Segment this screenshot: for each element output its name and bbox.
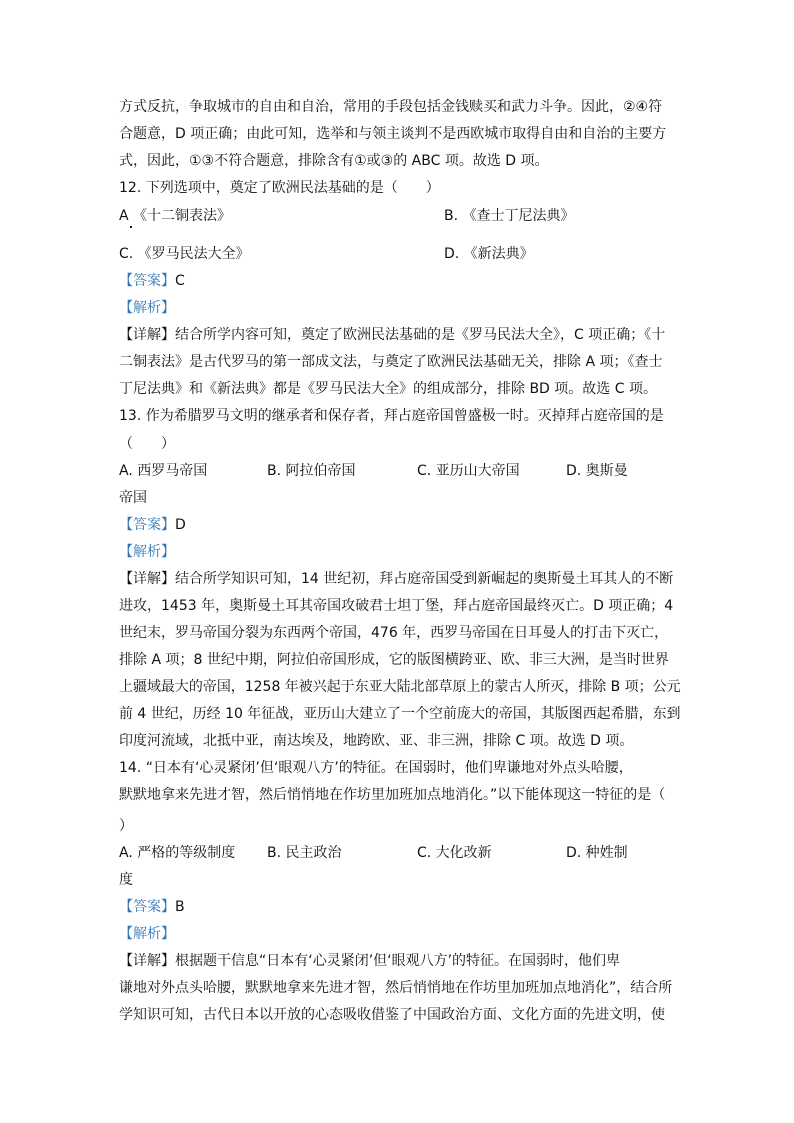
q12-answer: [119, 272, 185, 290]
q13-detail-line: 上疆域最大的帝国，1258 年被兴起于东亚大陆北部草原上的蒙古人所灭，排除 B 项；公元: [119, 679, 681, 695]
option-dot: [130, 226, 132, 228]
q13-option-d: D. 奥斯曼: [566, 463, 628, 479]
q13-detail-line: [119, 570, 673, 588]
q14-detail-line: 学知识可知，古代日本以开放的心态吸收借鉴了中国政治方面、文化方面的先进文明，使: [119, 1007, 665, 1023]
detail-label: 【详解】: [119, 571, 175, 587]
q14-option-d: D. 种姓制: [566, 845, 628, 861]
detail-text: 根据题干信息“日本有‘心灵紧闭’但‘眼观八方’的特征。在国弱时，他们卑: [175, 953, 621, 969]
q13-option-a: A. 西罗马帝国: [119, 463, 208, 479]
q12-option-b: B. 《查士丁尼法典》: [444, 208, 575, 224]
q13-option-c: C. 亚历山大帝国: [417, 463, 520, 479]
q12-detail-line: 二铜表法》是古代罗马的第一部成文法，与奠定了欧洲民法基础无关，排除 A 项；《查士: [119, 354, 663, 370]
q12-detail-line: 丁尼法典》和《新法典》都是《罗马民法大全》的组成部分，排除 BD 项。故选 C 项。: [119, 381, 657, 397]
q12-detail-line: [119, 326, 665, 344]
question-14-stem: ）: [119, 818, 133, 834]
intro-line: 合题意，D 项正确；由此可知，选举和与领主谈判不是西欧城市取得自由和自治的主要方: [119, 126, 667, 142]
answer-label: 【答案】: [119, 899, 175, 915]
answer-label: 【答案】: [119, 517, 175, 533]
q14-analysis-label: 【解析】: [119, 926, 175, 942]
answer-value: B: [175, 899, 185, 915]
detail-text: 结合所学内容可知，奠定了欧洲民法基础的是《罗马民法大全》，C 项正确；《十: [175, 327, 666, 343]
q14-option-b: B. 民主政治: [267, 845, 342, 861]
question-13-stem: 13. 作为希腊罗马文明的继承者和保存者，拜占庭帝国曾盛极一时。灭掉拜占庭帝国的是: [119, 408, 664, 424]
detail-label: 【详解】: [119, 953, 175, 969]
intro-line: 式，因此，①③不符合题意，排除含有①或③的 ABC 项。故选 D 项。: [119, 153, 549, 169]
intro-line: 方式反抗，争取城市的自由和自治，常用的手段包括金钱赎买和武力斗争。因此，②④符: [119, 99, 663, 115]
answer-value: D: [175, 517, 186, 533]
q14-option-a: A. 严格的等级制度: [119, 845, 236, 861]
q14-detail-line: [119, 952, 620, 970]
q14-answer: [119, 898, 185, 916]
answer-label: 【答案】: [119, 273, 175, 289]
q13-detail-line: 世纪末，罗马帝国分裂为东西两个帝国，476 年，西罗马帝国在日耳曼人的打击下灭亡，: [119, 625, 669, 641]
q12-option-c: C. 《罗马民法大全》: [119, 246, 250, 262]
q13-option-d-wrap: 帝国: [119, 490, 147, 506]
q12-option-d: D. 《新法典》: [444, 246, 534, 262]
q12-analysis-label: 【解析】: [119, 300, 175, 316]
detail-label: 【详解】: [119, 327, 175, 343]
question-12-stem: 12. 下列选项中，奠定了欧洲民法基础的是（ ）: [119, 180, 440, 196]
q12-option-a: A 《十二铜表法》: [119, 208, 232, 224]
q13-detail-line: 前 4 世纪，历经 10 年征战，亚历山大建立了一个空前庞大的帝国，其版图西起希腊，东到: [119, 706, 681, 722]
q13-detail-line: 印度河流域，北抵中亚，南达埃及，地跨欧、亚、非三洲，排除 C 项。故选 D 项。: [119, 733, 634, 749]
q14-option-d-wrap: 度: [119, 872, 133, 888]
q13-answer: [119, 516, 186, 534]
answer-value: C: [175, 273, 185, 289]
question-14-stem: 14. “日本有‘心灵紧闭’但‘眼观八方’的特征。在国弱时，他们卑谦地对外点头哈腰，: [119, 760, 633, 776]
q13-detail-line: 排除 A 项；8 世纪中期，阿拉伯帝国形成，它的版图横跨亚、欧、非三大洲，是当时世界: [119, 652, 669, 668]
q13-option-b: B. 阿拉伯帝国: [267, 463, 356, 479]
q13-analysis-label: 【解析】: [119, 544, 175, 560]
detail-text: 结合所学知识可知，14 世纪初，拜占庭帝国受到新崛起的奥斯曼土耳其人的不断: [175, 571, 674, 587]
q14-option-c: C. 大化改新: [417, 845, 492, 861]
question-13-stem: （ ）: [119, 436, 175, 452]
q13-detail-line: 进攻，1453 年，奥斯曼土耳其帝国攻破君士坦丁堡，拜占庭帝国最终灭亡。D 项正确；4: [119, 598, 674, 614]
q14-detail-line: 谦地对外点头哈腰，默默地拿来先进才智，然后悄悄地在作坊里加班加点地消化”，结合所: [119, 980, 673, 996]
question-14-stem: 默默地拿来先进才智，然后悄悄地在作坊里加班加点地消化。”以下能体现这一特征的是（: [119, 787, 666, 803]
